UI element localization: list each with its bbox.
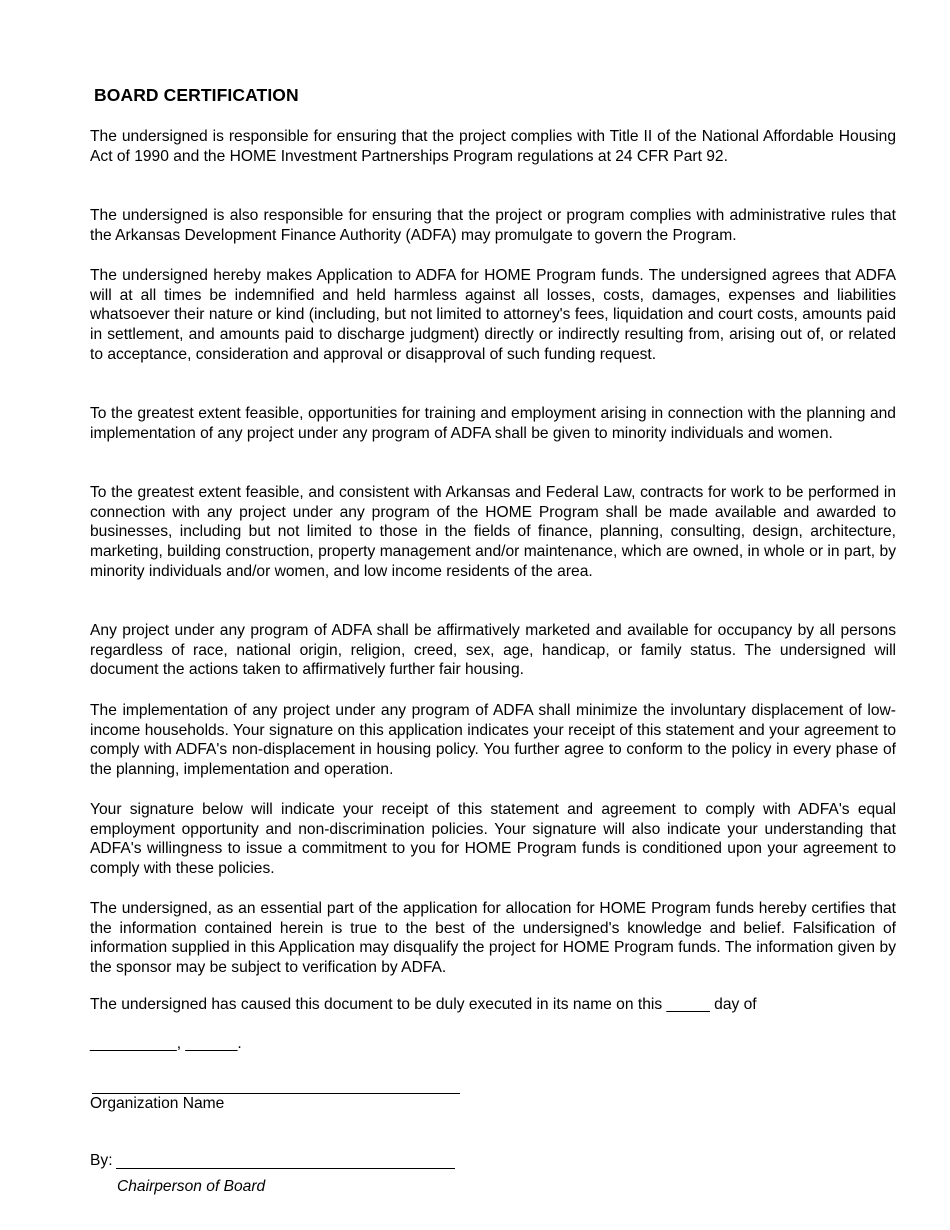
page-title: BOARD CERTIFICATION bbox=[94, 85, 299, 105]
date-blank-field[interactable]: __________, ______. bbox=[90, 1035, 242, 1052]
chairperson-signature-line[interactable] bbox=[116, 1168, 455, 1169]
paragraph-administrative-rules: The undersigned is also responsible for ensuring that the project or program complies with administrative rules that the Arkansas Development Finance Authority (ADFA) may promulgate to govern the Program. bbox=[90, 207, 896, 244]
by-label: By: bbox=[90, 1152, 113, 1169]
organization-name-label: Organization Name bbox=[90, 1095, 225, 1112]
paragraph-non-displacement: The implementation of any project under any program of ADFA shall minimize the involuntary displacement of low- income households. Your signature on this application indicates your receipt of this statement and your agreement to comply with ADFA's non-displacement in housing policy. You further agree to conform to the policy in every phase of the planning, implementation and operation. bbox=[90, 702, 896, 779]
paragraph-training-employment: To the greatest extent feasible, opportunities for training and employment arising in connection with the planning and implementation of any project under any program of ADFA shall be given to minority individuals and women. bbox=[90, 405, 896, 442]
paragraph-indemnification: The undersigned hereby makes Application to ADFA for HOME Program funds. The undersigned agrees that ADFA will at all times be indemnified and held harmless against all losses, costs, damages, expenses and liabilities whatsoever their nature or kind (including, but not limited to attorney's fees, liquidation and court costs, amounts paid in settlement, and amounts paid to discharge judgment) directly or indirectly resulting from, arising out of, or related to acceptance, consideration and approval or disapproval of such funding request. bbox=[90, 267, 896, 363]
chairperson-label: Chairperson of Board bbox=[117, 1178, 266, 1195]
paragraph-certification-truth: The undersigned, as an essential part of the application for allocation for HOME Program funds hereby certifies that the information contained herein is true to the best of the undersigned's knowledge and belief. Falsification of information supplied in this Application may disqualify the project for HOME Program funds. The information given by the sponsor may be subject to verification by ADFA. bbox=[90, 900, 896, 977]
paragraph-equal-employment: Your signature below will indicate your receipt of this statement and agreement to comply with ADFA's equal employment opportunity and non-discrimination policies. Your signature will also indicate your understanding that ADFA's willingness to issue a commitment to you for HOME Program funds is conditioned upon your agreement to comply with these policies. bbox=[90, 801, 896, 878]
paragraph-fair-housing: Any project under any program of ADFA shall be affirmatively marketed and available for occupancy by all persons regardless of race, national origin, religion, creed, sex, age, handicap, or family status. The undersigned will document the actions taken to affirmatively further fair housing. bbox=[90, 622, 896, 679]
paragraph-contracts: To the greatest extent feasible, and consistent with Arkansas and Federal Law, contracts for work to be performed in connection with any project under any program of the HOME Program shall be made available and awarded to businesses, including but not limited to those in the fields of finance, planning, consulting, design, architecture, marketing, building construction, property management and/or maintenance, which are owned, in whole or in part, by minority individuals and/or women, and low income residents of the area. bbox=[90, 484, 896, 580]
paragraph-compliance-title-ii: The undersigned is responsible for ensuring that the project complies with Title II of the National Affordable Housing Act of 1990 and the HOME Investment Partnerships Program regulations at 24 CFR Part 92. bbox=[90, 128, 896, 165]
execution-statement: The undersigned has caused this document to be duly executed in its name on this _____ day of bbox=[90, 996, 757, 1013]
